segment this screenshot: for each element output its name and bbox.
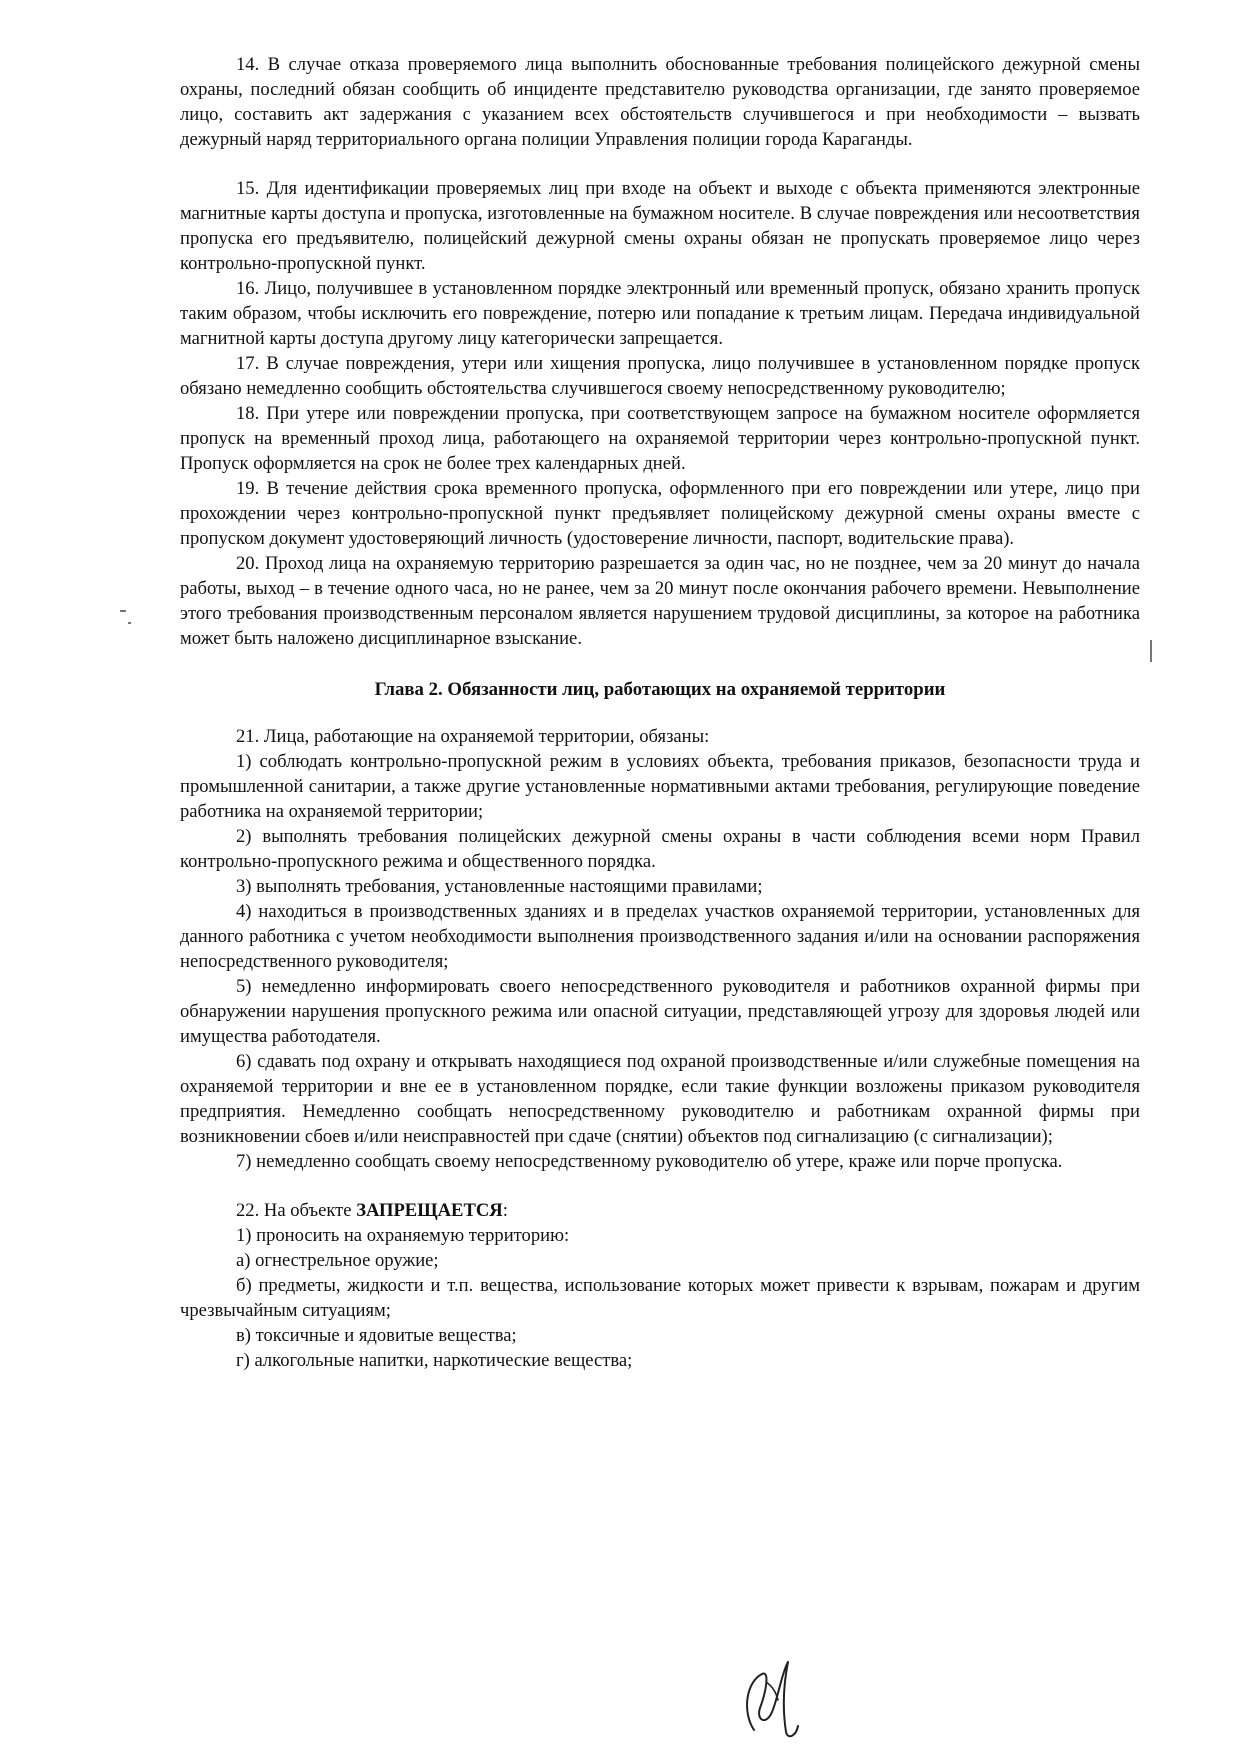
scan-mark	[1150, 640, 1152, 662]
scan-mark	[120, 610, 126, 612]
list-item: г) алкогольные напитки, наркотические вещества;	[236, 1350, 633, 1371]
list-item: а) огнестрельное оружие;	[236, 1250, 439, 1271]
list-item: 4) находиться в производственных зданиях и в пределах участков охраняемой территории, установленных для данного работника с учетом необходимости выполнения производственного задания и/или на основании распоряжения непосредственного руководителя;	[180, 901, 1140, 972]
list-item: в) токсичные и ядовитые вещества;	[236, 1325, 517, 1346]
handwritten-signature	[736, 1652, 806, 1742]
paragraph-22-intro	[180, 1198, 1140, 1223]
paragraph-18: 18. При утере или повреждении пропуска, при соответствующем запросе на бумажном носителе оформляется пропуск на временный проход лица, работающего на охраняемой территории через контрольно-пропускной пункт. Пропуск оформляется на срок не более трех календарных дней.	[180, 403, 1140, 474]
list-item: б) предметы, жидкости и т.п. вещества, использование которых может привести к взрывам, пожарам и другим чрезвычайным ситуациям;	[180, 1275, 1140, 1321]
paragraph-21-intro: 21. Лица, работающие на охраняемой территории, обязаны:	[236, 726, 710, 747]
prohibited-emphasis: ЗАПРЕЩАЕТСЯ	[356, 1200, 503, 1221]
list-item: 1) соблюдать контрольно-пропускной режим в условиях объекта, требования приказов, безопасности труда и промышленной санитарии, а также другие установленные нормативными актами требования, регулирующие поведение работника на охраняемой территории;	[180, 751, 1140, 822]
document-body	[180, 52, 1140, 1373]
paragraph-19: 19. В течение действия срока временного пропуска, оформленного при его повреждении или утере, лицо при прохождении через контрольно-пропускной пункт предъявляет полицейскому дежурной смены охраны вместе с пропуском документ удостоверяющий личность (удостоверение личности, паспорт, водительские права).	[180, 478, 1140, 549]
paragraph-17: 17. В случае повреждения, утери или хищения пропуска, лицо получившее в установленном порядке пропуск обязано немедленно сообщить обстоятельства случившегося своему непосредственному руководителю;	[180, 353, 1140, 399]
list-item: 2) выполнять требования полицейских дежурной смены охраны в части соблюдения всеми норм Правил контрольно-пропускного режима и общественного порядка.	[180, 826, 1140, 872]
chapter-heading: Глава 2. Обязанности лиц, работающих на охраняемой территории	[374, 679, 946, 700]
list-item: 3) выполнять требования, установленные настоящими правилами;	[236, 876, 763, 897]
paragraph-22-suffix: :	[502, 1200, 508, 1221]
list-item: 1) проносить на охраняемую территорию:	[236, 1225, 570, 1246]
list-item: 7) немедленно сообщать своему непосредственному руководителю об утере, краже или порче пропуска.	[236, 1151, 1063, 1172]
paragraph-15: 15. Для идентификации проверяемых лиц при входе на объект и выходе с объекта применяются электронные магнитные карты доступа и пропуска, изготовленные на бумажном носителе. В случае повреждения или несоответствия пропуска его предъявителю, полицейский дежурной смены охраны обязан не пропускать проверяемое лицо через контрольно-пропускной пункт.	[180, 178, 1140, 274]
paragraph-14: 14. В случае отказа проверяемого лица выполнить обоснованные требования полицейского дежурной смены охраны, последний обязан сообщить об инциденте представителю руководства организации, где занято проверяемое лицо, составить акт задержания с указанием всех обстоятельств случившегося и при необходимости – вызвать дежурный наряд территориального органа полиции Управления полиции города Караганды.	[180, 54, 1140, 150]
list-item: 6) сдавать под охрану и открывать находящиеся под охраной производственные и/или служебные помещения на охраняемой территории и вне ее в установленном порядке, если такие функции возложены приказом руководителя предприятия. Немедленно сообщать непосредственному руководителю и работникам охранной фирмы при возникновении сбоев и/или неисправностей при сдаче (снятии) объектов под сигнализацию (с сигнализации);	[180, 1051, 1140, 1147]
scan-mark	[128, 622, 131, 624]
paragraph-22-prefix: 22. На объекте	[236, 1200, 357, 1221]
paragraph-16: 16. Лицо, получившее в установленном порядке электронный или временный пропуск, обязано хранить пропуск таким образом, чтобы исключить его повреждение, потерю или попадание к третьим лицам. Передача индивидуальной магнитной карты доступа другому лицу категорически запрещается.	[180, 278, 1140, 349]
list-item: 5) немедленно информировать своего непосредственного руководителя и работников охранной фирмы при обнаружении нарушения пропускного режима или опасной ситуации, представляющей угрозу для здоровья людей или имущества работодателя.	[180, 976, 1140, 1047]
paragraph-20: 20. Проход лица на охраняемую территорию разрешается за один час, но не позднее, чем за 20 минут до начала работы, выход – в течение одного часа, но не ранее, чем за 20 минут после окончания рабочего времени. Невыполнение этого требования производственным персоналом является нарушением трудовой дисциплины, за которое на работника может быть наложено дисциплинарное взыскание.	[180, 553, 1140, 649]
